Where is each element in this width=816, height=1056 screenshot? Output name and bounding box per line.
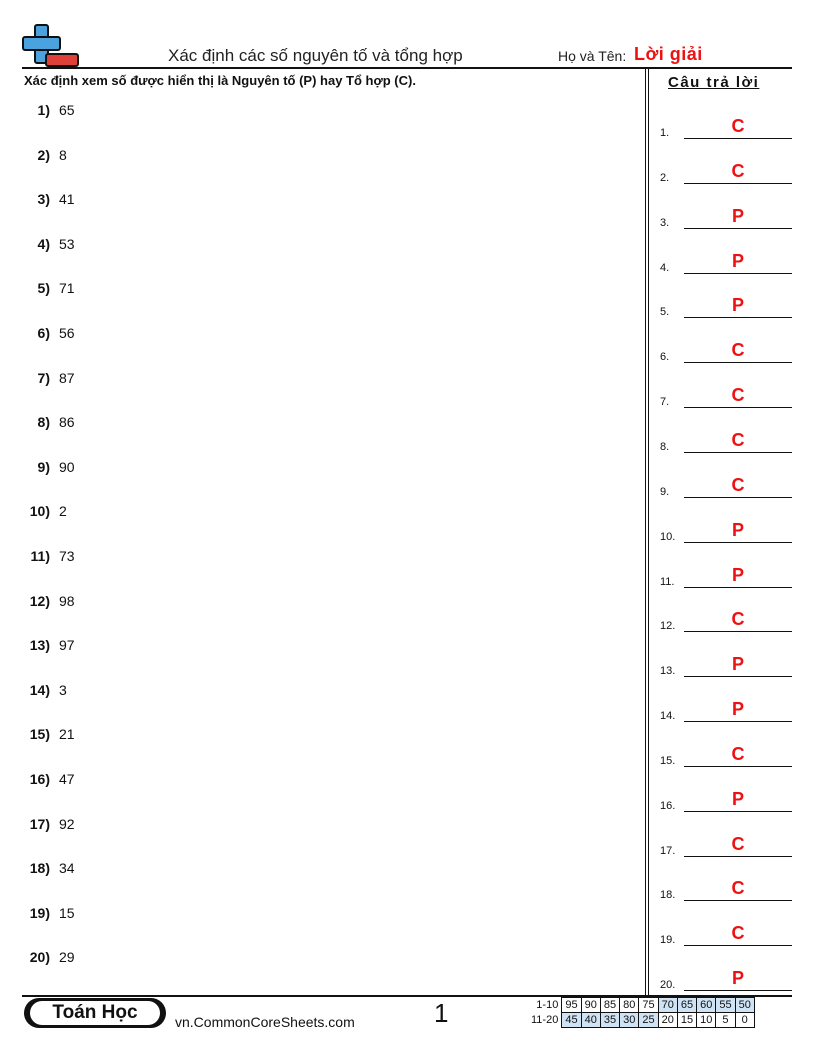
answer-value: P xyxy=(731,519,744,540)
answer-number: 1. xyxy=(660,127,670,139)
answer-line xyxy=(684,138,792,139)
answer-value: C xyxy=(731,116,745,136)
answer-number: 4. xyxy=(660,261,670,274)
score-cell: 50 xyxy=(735,998,754,1013)
answer-line xyxy=(684,183,792,184)
problem-number: 4) xyxy=(37,235,50,252)
answer-line xyxy=(684,362,792,363)
problem-number: 13) xyxy=(29,637,50,654)
score-cell: 0 xyxy=(735,1013,754,1028)
answer-line xyxy=(684,542,792,543)
problem-value: 92 xyxy=(59,815,75,832)
score-cell: 40 xyxy=(581,1013,600,1028)
answer-line xyxy=(684,676,792,677)
answer-line xyxy=(684,990,792,991)
answer-item xyxy=(660,252,792,274)
answer-item xyxy=(660,162,792,184)
answer-item xyxy=(660,431,792,453)
problem-item xyxy=(20,816,75,836)
problem-value: 2 xyxy=(59,503,67,520)
answer-item xyxy=(660,924,792,946)
answer-item xyxy=(660,700,792,722)
header-rule xyxy=(22,67,792,69)
problem-value: 47 xyxy=(59,771,75,787)
answer-item xyxy=(660,521,792,543)
answer-value: P xyxy=(731,205,744,226)
score-cell: 45 xyxy=(562,1013,581,1028)
score-row-label: 11-20 xyxy=(531,1014,559,1026)
answer-item xyxy=(660,476,792,498)
score-cell: 30 xyxy=(620,1013,639,1028)
answer-number: 12. xyxy=(660,620,676,633)
problem-number: 7) xyxy=(37,369,50,386)
score-table xyxy=(528,997,755,1028)
score-cell: 95 xyxy=(562,998,581,1013)
answer-line xyxy=(684,317,792,318)
answer-value: C xyxy=(731,474,745,495)
problem-item xyxy=(20,102,75,122)
score-cell: 70 xyxy=(658,998,677,1013)
answer-number: 7. xyxy=(660,396,670,409)
answer-line xyxy=(684,273,792,274)
score-cell: 65 xyxy=(677,998,696,1013)
answer-value: P xyxy=(731,788,744,809)
score-row xyxy=(528,1013,754,1028)
score-row xyxy=(528,998,754,1013)
problem-number: 3) xyxy=(37,191,50,208)
answer-line xyxy=(684,856,792,857)
answer-item xyxy=(660,969,792,991)
score-cell: 5 xyxy=(716,1013,735,1028)
answer-number: 10. xyxy=(660,530,676,543)
answer-value: C xyxy=(731,340,745,361)
answer-value: P xyxy=(731,968,744,989)
problem-item xyxy=(20,726,75,746)
problem-number: 10) xyxy=(29,503,50,520)
score-cell: 20 xyxy=(658,1013,677,1028)
answer-item xyxy=(660,386,792,408)
score-cell: 60 xyxy=(697,998,716,1013)
site-url: vn.CommonCoreSheets.com xyxy=(175,1014,355,1030)
column-divider xyxy=(645,69,649,995)
answer-item xyxy=(660,745,792,767)
name-label: Họ và Tên: xyxy=(558,48,627,64)
score-cell: 15 xyxy=(677,1013,696,1028)
answer-line xyxy=(684,587,792,588)
problem-value: 56 xyxy=(59,325,75,341)
problem-value: 41 xyxy=(59,191,75,208)
problem-number: 14) xyxy=(29,681,50,698)
score-cell: 85 xyxy=(600,998,619,1013)
answer-line xyxy=(684,900,792,901)
problem-value: 15 xyxy=(59,904,75,921)
problem-value: 21 xyxy=(59,726,75,743)
problem-item xyxy=(20,503,67,523)
problem-number: 11) xyxy=(30,548,50,564)
score-cell: 75 xyxy=(639,998,658,1013)
answer-value: C xyxy=(731,833,745,854)
problem-item xyxy=(20,236,75,256)
answer-line xyxy=(684,811,792,812)
score-cell: 25 xyxy=(639,1013,658,1028)
answer-item xyxy=(660,790,792,812)
problem-value: 8 xyxy=(59,146,67,163)
problem-number: 2) xyxy=(37,146,50,163)
worksheet-title: Xác định các số nguyên tố và tổng hợp xyxy=(168,46,463,65)
problem-item xyxy=(20,949,75,969)
answer-item xyxy=(660,117,792,139)
answer-number: 6. xyxy=(660,351,670,364)
answer-line xyxy=(684,631,792,632)
problem-item xyxy=(20,414,75,434)
problem-number: 9) xyxy=(37,458,50,475)
problem-item xyxy=(20,548,75,568)
answer-number: 18. xyxy=(660,889,676,902)
problem-number: 20) xyxy=(29,949,50,966)
problem-number: 17) xyxy=(29,815,50,832)
answer-value: C xyxy=(731,609,745,630)
answer-number: 15. xyxy=(660,754,676,767)
problem-item xyxy=(20,593,75,613)
problem-number: 15) xyxy=(29,726,50,743)
problem-item xyxy=(20,682,67,702)
problem-value: 98 xyxy=(59,592,75,609)
problem-item xyxy=(20,325,75,345)
brand-label: Toán Học xyxy=(30,1001,160,1025)
problem-value: 97 xyxy=(59,637,75,654)
answer-value: P xyxy=(731,295,744,316)
score-cell: 55 xyxy=(716,998,735,1013)
answer-item xyxy=(660,207,792,229)
problem-value: 71 xyxy=(59,280,75,297)
answer-number: 3. xyxy=(660,216,670,229)
score-row-label: 1-10 xyxy=(536,999,559,1011)
answer-item xyxy=(660,835,792,857)
problem-value: 3 xyxy=(59,681,67,698)
answer-number: 13. xyxy=(660,665,676,678)
answer-number: 17. xyxy=(660,844,676,857)
problem-item xyxy=(20,370,75,390)
answer-line xyxy=(684,407,792,408)
score-cell: 90 xyxy=(581,998,600,1013)
answer-number: 9. xyxy=(660,485,670,498)
answer-value: P xyxy=(731,699,744,720)
page-number: 1 xyxy=(434,998,449,1028)
answer-value: C xyxy=(731,385,745,406)
answer-value: C xyxy=(731,923,745,944)
problem-item xyxy=(20,147,67,167)
answer-line xyxy=(684,228,792,229)
problem-number: 16) xyxy=(29,771,50,787)
answer-value: C xyxy=(731,743,745,764)
answer-item xyxy=(660,566,792,588)
answer-number: 11. xyxy=(660,575,675,588)
score-cell: 35 xyxy=(600,1013,619,1028)
answer-line xyxy=(684,497,792,498)
answer-line xyxy=(684,721,792,722)
name-value: Lời giải xyxy=(634,44,703,64)
problem-value: 73 xyxy=(59,548,75,564)
problem-value: 65 xyxy=(59,102,75,118)
instructions: Xác định xem số được hiển thị là Nguyên tố (P) hay Tổ hợp (C). xyxy=(24,73,416,88)
problem-number: 18) xyxy=(29,860,50,877)
problem-value: 90 xyxy=(59,458,75,475)
answer-line xyxy=(684,766,792,767)
answer-number: 2. xyxy=(660,171,670,184)
problem-value: 29 xyxy=(59,949,75,966)
brand-badge xyxy=(24,998,166,1028)
answer-value: P xyxy=(731,250,744,271)
answer-item xyxy=(660,341,792,363)
problem-item xyxy=(20,637,75,657)
plus-minus-logo-icon xyxy=(22,24,80,68)
answer-number: 14. xyxy=(660,710,676,723)
answer-item xyxy=(660,610,792,632)
problem-item xyxy=(20,280,75,300)
answer-line xyxy=(684,452,792,453)
problem-item xyxy=(20,459,75,479)
answers-title: Câu trả lời xyxy=(668,74,760,91)
answer-value: P xyxy=(731,564,744,585)
problem-number: 8) xyxy=(37,414,50,431)
problem-number: 12) xyxy=(29,592,50,609)
answer-line xyxy=(684,945,792,946)
problem-number: 1) xyxy=(37,102,50,118)
score-cell: 80 xyxy=(620,998,639,1013)
answer-item xyxy=(660,879,792,901)
problem-value: 87 xyxy=(59,369,75,386)
answer-value: C xyxy=(731,878,745,899)
answer-item xyxy=(660,296,792,318)
answer-item xyxy=(660,655,792,677)
problem-value: 86 xyxy=(59,414,75,431)
answer-value: C xyxy=(731,160,745,181)
problem-number: 5) xyxy=(37,280,50,297)
answer-number: 8. xyxy=(660,440,670,453)
problem-item xyxy=(20,191,75,211)
score-cell: 10 xyxy=(697,1013,716,1028)
problem-item xyxy=(20,771,75,791)
answer-number: 5. xyxy=(660,306,670,319)
problem-value: 34 xyxy=(59,860,75,877)
answer-value: C xyxy=(731,429,745,450)
problem-number: 19) xyxy=(29,904,50,921)
answer-number: 16. xyxy=(660,799,676,812)
answer-number: 19. xyxy=(660,934,676,947)
answer-value: P xyxy=(731,654,744,675)
problem-number: 6) xyxy=(37,325,50,341)
answer-number: 20. xyxy=(660,979,676,992)
problem-item xyxy=(20,860,75,880)
problem-item xyxy=(20,905,75,925)
problem-value: 53 xyxy=(59,235,75,252)
